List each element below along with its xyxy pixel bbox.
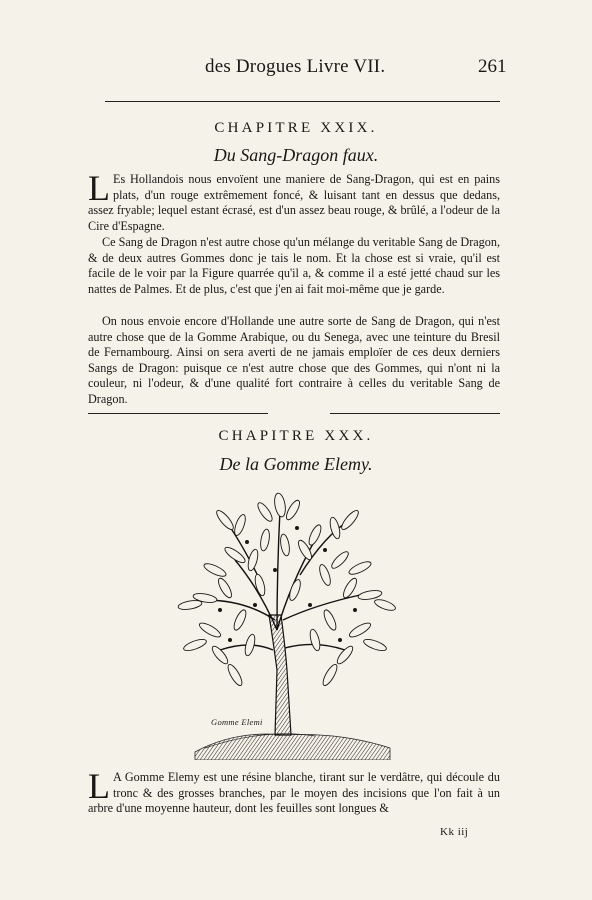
paragraph-29-3: On nous envoie encore d'Hollande une autre sorte de Sang de Dragon, qui n'est autre chose que de la Gomme Arabique, ou du Senega, avec une teinture du Bresil de Fernambourg. Ainsi on sera averti de ne jamais emploïer de ces deux derniers Sangs de Dragon: puisque ce n'est autre chose que des Gommes, qui n'ont ni la couleur, ni l'odeur, & d'une qualité fort contraire à celles du veritable Sang de Dragon.: [88, 314, 500, 406]
header-rule: [105, 101, 500, 102]
paragraph-30-1: [88, 766, 500, 817]
paragraph-29-1-text: Es Hollandois nous envoïent une maniere de Sang-Dragon, qui est en pains plats, d'un rouge extrêmement foncé, & luisant tant en dessus que dedans, assez fryable; lequel estant écrasé, est d'un assez beau rouge, & brûlé, a l'odeur de la Cire d'Espagne.: [88, 172, 500, 233]
page-number: 261: [478, 56, 507, 77]
chapter-heading-29: CHAPITRE XXIX.: [214, 120, 378, 136]
figure-caption: Gomme Elemi: [211, 717, 263, 727]
signature-mark: Kk iij: [440, 826, 469, 838]
chapter-title-29: Du Sang-Dragon faux.: [213, 145, 379, 165]
tree-engraving-icon: [165, 480, 410, 760]
chapter-heading-30: CHAPITRE XXX.: [218, 428, 374, 444]
running-title: des Drogues Livre VII.: [205, 56, 386, 77]
paragraph-29-2: Ce Sang de Dragon n'est autre chose qu'un mélange du veritable Sang de Dragon, & de deux autres Gommes donc je tais le nom. Et la chose est si vraie, qu'il est facile de le voir par la Figure quarrée qu'il a, & comme il a esté jetté chaud sur les nattes de Palmes. Et de plus, c'est que j'en ai fait moi-même que je garde.: [88, 235, 500, 296]
paragraph-29-1: [88, 168, 500, 234]
chapter-title-30: De la Gomme Elemy.: [219, 454, 373, 474]
section-rule-left: [88, 413, 268, 414]
dropcap-30: L: [88, 766, 110, 806]
dropcap-29: L: [88, 168, 110, 208]
page-header: [0, 56, 592, 84]
paragraph-30-1-text: A Gomme Elemy est une résine blanche, tirant sur le verdâtre, qui découle du tronc & des grosses branches, par le moyen des incisions que l'on fait à un arbre d'une moyenne hauteur, dont les feuilles sont longues &: [88, 770, 500, 816]
section-rule-right: [330, 413, 500, 414]
